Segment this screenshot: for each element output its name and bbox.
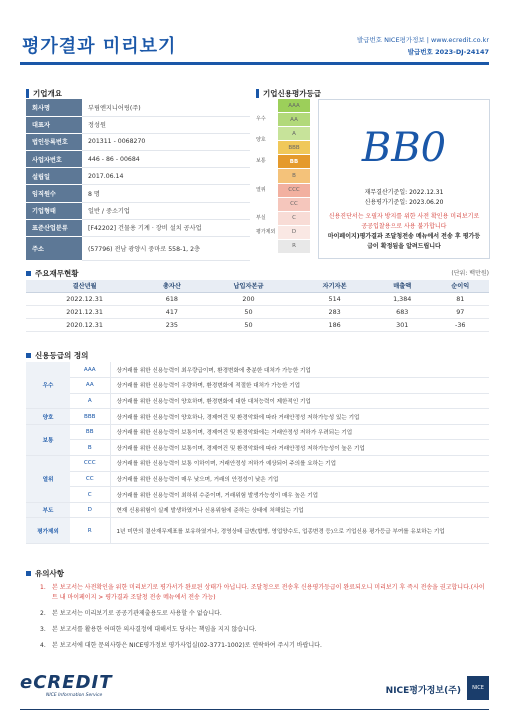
definition-desc: 상거래를 위한 신용능력이 양호하나, 경제여건 및 환경악화에 따라 거래안정성 저하가능성 있는 기업	[110, 409, 489, 425]
notice-dark: 마이페이지)평가결과 조달청전송 메뉴에서 전송 후 평가등급이 확정됨을 알려드립니다	[327, 233, 481, 250]
settle-date: 재무결산기준일: 2022.12.31	[364, 189, 444, 196]
definition-row	[26, 393, 489, 409]
info-label: 표준산업분류	[26, 219, 82, 236]
page-title: 평가결과 미리보기	[22, 36, 177, 57]
info-value: 8 명	[82, 185, 250, 202]
note-number: 3.	[40, 626, 46, 633]
section-marker	[26, 89, 29, 98]
notes-section-label: 유의사항	[35, 569, 64, 578]
note-item	[40, 625, 485, 635]
company-section-label: 기업개요	[33, 89, 62, 98]
info-label: 사업자번호	[26, 151, 82, 168]
finance-cell: 186	[296, 318, 373, 331]
info-value: 일반 / 중소기업	[82, 202, 250, 219]
note-number: 1.	[40, 584, 46, 591]
company-info-row	[26, 151, 250, 168]
finance-header: 납입자본금	[201, 280, 297, 292]
scale-grade-b: B	[278, 169, 310, 182]
rating-grade: BB0	[361, 125, 447, 171]
definition-grade: A	[70, 393, 110, 409]
scale-grade-c: C	[278, 212, 310, 225]
scale-grade-cc: CC	[278, 198, 310, 211]
note-text: 본 보고서는 사전확인을 위한 미리보기로 평가서가 완료된 상태가 아닙니다. 조달청으로 전송후 신용평가등급이 완료되오니 미리보기 후 즉시 전송을 권고합니다.(사이트 내 마이페이지 > 평가결과 조달청 전송 메뉴에서 전송 가능)	[52, 584, 485, 601]
scale-grade-aaa: AAA	[278, 99, 310, 112]
note-item	[40, 641, 485, 651]
definition-desc: 상거래를 위한 신용능력이 보통 이하이며, 거래안정성 저하가 예상되어 주의를 요하는 기업	[110, 456, 489, 472]
definition-category: 평가제외	[26, 518, 70, 544]
issue-number: 발급번호 2023-DJ-24147	[407, 48, 489, 56]
finance-cell: 301	[373, 318, 432, 331]
section-marker	[26, 271, 31, 276]
info-label: 기업형태	[26, 202, 82, 219]
finance-section-title	[26, 268, 78, 279]
definition-category: 보통	[26, 424, 70, 455]
finance-cell: 417	[143, 305, 200, 318]
note-item	[40, 609, 485, 619]
finance-header: 결산년월	[26, 280, 143, 292]
definition-desc: 상거래를 위한 신용능력이 최우량급이며, 환경변화에 충분한 대처가 가능한 기업	[110, 362, 489, 378]
scale-group-label: 양호	[256, 137, 266, 144]
scale-group-label: 평가제외	[256, 228, 276, 235]
scale-group-label: 보통	[256, 158, 266, 165]
info-label: 대표자	[26, 116, 82, 133]
definition-row	[26, 440, 489, 456]
note-number: 2.	[40, 610, 46, 617]
definition-desc: 1년 미만의 결산재무제표를 보유하였거나, 경영상태 급변(합병, 영업양수도, 업종변경 등)으로 기업신용 평가등급 부여를 유보하는 기업	[110, 518, 489, 544]
company-info-row	[26, 237, 250, 261]
note-item	[40, 583, 485, 603]
info-value: 2017.06.14	[82, 168, 250, 185]
notice-red: 신용진단서는 오필자 방지를 위한 사전 확인용 미리보기로 공공입찰용으로 사용 불가합니다	[328, 213, 480, 230]
definition-table	[26, 362, 489, 544]
notes-section-title	[26, 568, 64, 579]
definition-desc: 상거래를 위한 신용능력이 양호하며, 환경변화에 대한 대처능력이 제한적인 기업	[110, 393, 489, 409]
info-label: 법인등록번호	[26, 133, 82, 150]
issue-info	[357, 34, 489, 58]
finance-table	[26, 280, 489, 332]
definition-desc: 상거래를 위한 신용능력이 매우 낮으며, 거래의 안정성이 낮은 기업	[110, 471, 489, 487]
definition-desc: 상거래를 위한 신용능력이 보통이며, 경제여건 및 환경악화에 따라 거래안정성 저하가능성이 높은 기업	[110, 440, 489, 456]
issue-line: 발급번호 NICE평가정보 | www.ecredit.co.kr	[356, 36, 489, 44]
section-marker	[26, 571, 31, 576]
finance-row	[26, 292, 489, 305]
scale-grade-d: D	[278, 226, 310, 239]
scale-grade-aa: AA	[278, 113, 310, 126]
rating-section-label: 기업신용평가등급	[263, 89, 321, 98]
definition-desc: 상거래를 위한 신용능력이 최하위 수준이며, 거래위험 발생가능성이 매우 높은 기업	[110, 487, 489, 503]
footer-company: NICE평가정보(주)	[385, 686, 461, 696]
note-text: 본 보고서에 대한 문의사항은 NICE평가정보 평가사업실(02-3771-1002)로 연락하여 주시기 바랍니다.	[52, 642, 322, 649]
definition-desc: 현재 신용위험이 실제 발생하였거나 신용위험에 준하는 상태에 처해있는 기업	[110, 502, 489, 518]
company-info-row	[26, 219, 250, 236]
finance-row	[26, 305, 489, 318]
scale-group-label: 열위	[256, 186, 266, 193]
finance-cell: 235	[143, 318, 200, 331]
definition-grade: B	[70, 440, 110, 456]
rating-section-title	[256, 88, 321, 99]
definition-row	[26, 471, 489, 487]
footer-divider	[20, 709, 489, 710]
info-value: 정성원	[82, 116, 250, 133]
finance-cell: 50	[201, 318, 297, 331]
info-label: 설립일	[26, 168, 82, 185]
definition-row	[26, 518, 489, 544]
note-number: 4.	[40, 642, 46, 649]
note-text: 본 보고서는 미리보기로 공공기관제출용도로 사용할 수 없습니다.	[52, 610, 222, 617]
definition-grade: CCC	[70, 456, 110, 472]
company-info-table	[26, 99, 250, 261]
info-value: 201311 - 0068270	[82, 133, 250, 150]
unit-label: (단위: 백만원)	[451, 270, 489, 277]
definition-desc: 상거래를 위한 신용능력이 우량하며, 환경변화에 적절한 대처가 가능한 기업	[110, 378, 489, 394]
definition-desc: 상거래를 위한 신용능력이 보통이며, 경제여건 및 환경악화에는 거래안정성 저하가 우려되는 기업	[110, 424, 489, 440]
finance-header: 총자산	[143, 280, 200, 292]
info-value: 부림엔지니어링(주)	[82, 99, 250, 116]
definition-row	[26, 424, 489, 440]
company-section-title	[26, 88, 62, 99]
definition-row	[26, 378, 489, 394]
ecredit-logo	[20, 672, 113, 698]
finance-cell: 81	[432, 292, 489, 305]
definition-section-label: 신용등급의 정의	[35, 351, 89, 360]
definition-row	[26, 456, 489, 472]
finance-cell: 283	[296, 305, 373, 318]
info-value: (57796) 전남 광양시 중마로 558-1, 2층	[82, 237, 250, 261]
info-label: 주소	[26, 237, 82, 261]
scale-grade-bbb: BBB	[278, 141, 310, 154]
scale-group-label: 우수	[256, 116, 266, 123]
finance-cell: 97	[432, 305, 489, 318]
finance-section-label: 주요재무현황	[35, 269, 79, 278]
nice-seal	[467, 676, 489, 700]
finance-cell: 200	[201, 292, 297, 305]
finance-cell: 2020.12.31	[26, 318, 143, 331]
finance-header: 매출액	[373, 280, 432, 292]
definition-grade: C	[70, 487, 110, 503]
finance-header: 자기자본	[296, 280, 373, 292]
definition-grade: D	[70, 502, 110, 518]
rating-scale	[256, 99, 310, 254]
rating-result-box	[318, 99, 490, 259]
section-marker	[256, 89, 259, 98]
definition-category: 양호	[26, 409, 70, 425]
finance-cell: 2022.12.31	[26, 292, 143, 305]
section-marker	[26, 353, 31, 358]
company-info-row	[26, 133, 250, 150]
finance-cell: 514	[296, 292, 373, 305]
eval-date: 신용평가기준일: 2023.06.20	[364, 199, 444, 206]
company-info-row	[26, 116, 250, 133]
info-label: 임직원수	[26, 185, 82, 202]
definition-grade: R	[70, 518, 110, 544]
seal-text: NICE	[472, 685, 484, 691]
definition-section-title	[26, 350, 88, 361]
company-info-row	[26, 202, 250, 219]
definition-row	[26, 409, 489, 425]
definition-category: 열위	[26, 456, 70, 503]
finance-header: 순이익	[432, 280, 489, 292]
finance-cell: 2021.12.31	[26, 305, 143, 318]
definition-category: 우수	[26, 362, 70, 409]
info-value: 446 - 86 - 00684	[82, 151, 250, 168]
company-info-row	[26, 168, 250, 185]
scale-grade-r: R	[278, 240, 310, 253]
definition-grade: CC	[70, 471, 110, 487]
finance-cell: 50	[201, 305, 297, 318]
logo-sub: NICE Information Service	[46, 693, 103, 698]
definition-row	[26, 487, 489, 503]
company-info-row	[26, 99, 250, 116]
definition-grade: AA	[70, 378, 110, 394]
finance-cell: 618	[143, 292, 200, 305]
notes-list	[40, 583, 485, 657]
header-divider	[20, 62, 489, 65]
finance-row	[26, 318, 489, 331]
definition-row	[26, 502, 489, 518]
scale-grade-ccc: CCC	[278, 184, 310, 197]
scale-group-label: 부실	[256, 214, 266, 221]
definition-grade: BBB	[70, 409, 110, 425]
finance-cell: 683	[373, 305, 432, 318]
info-label: 회사명	[26, 99, 82, 116]
definition-category: 부도	[26, 502, 70, 518]
definition-grade: BB	[70, 424, 110, 440]
finance-cell: 1,384	[373, 292, 432, 305]
scale-grade-bb: BB	[278, 155, 310, 168]
info-value: [F42202] 건물용 기계 · 장비 설치 공사업	[82, 219, 250, 236]
logo-main: eCREDIT	[20, 672, 113, 693]
finance-cell: -36	[432, 318, 489, 331]
note-text: 본 보고서를 활용한 어떠한 의사결정에 대해서도 당사는 책임을 지지 않습니다.	[52, 626, 257, 633]
definition-grade: AAA	[70, 362, 110, 378]
company-info-row	[26, 185, 250, 202]
definition-row	[26, 362, 489, 378]
scale-grade-a: A	[278, 127, 310, 140]
